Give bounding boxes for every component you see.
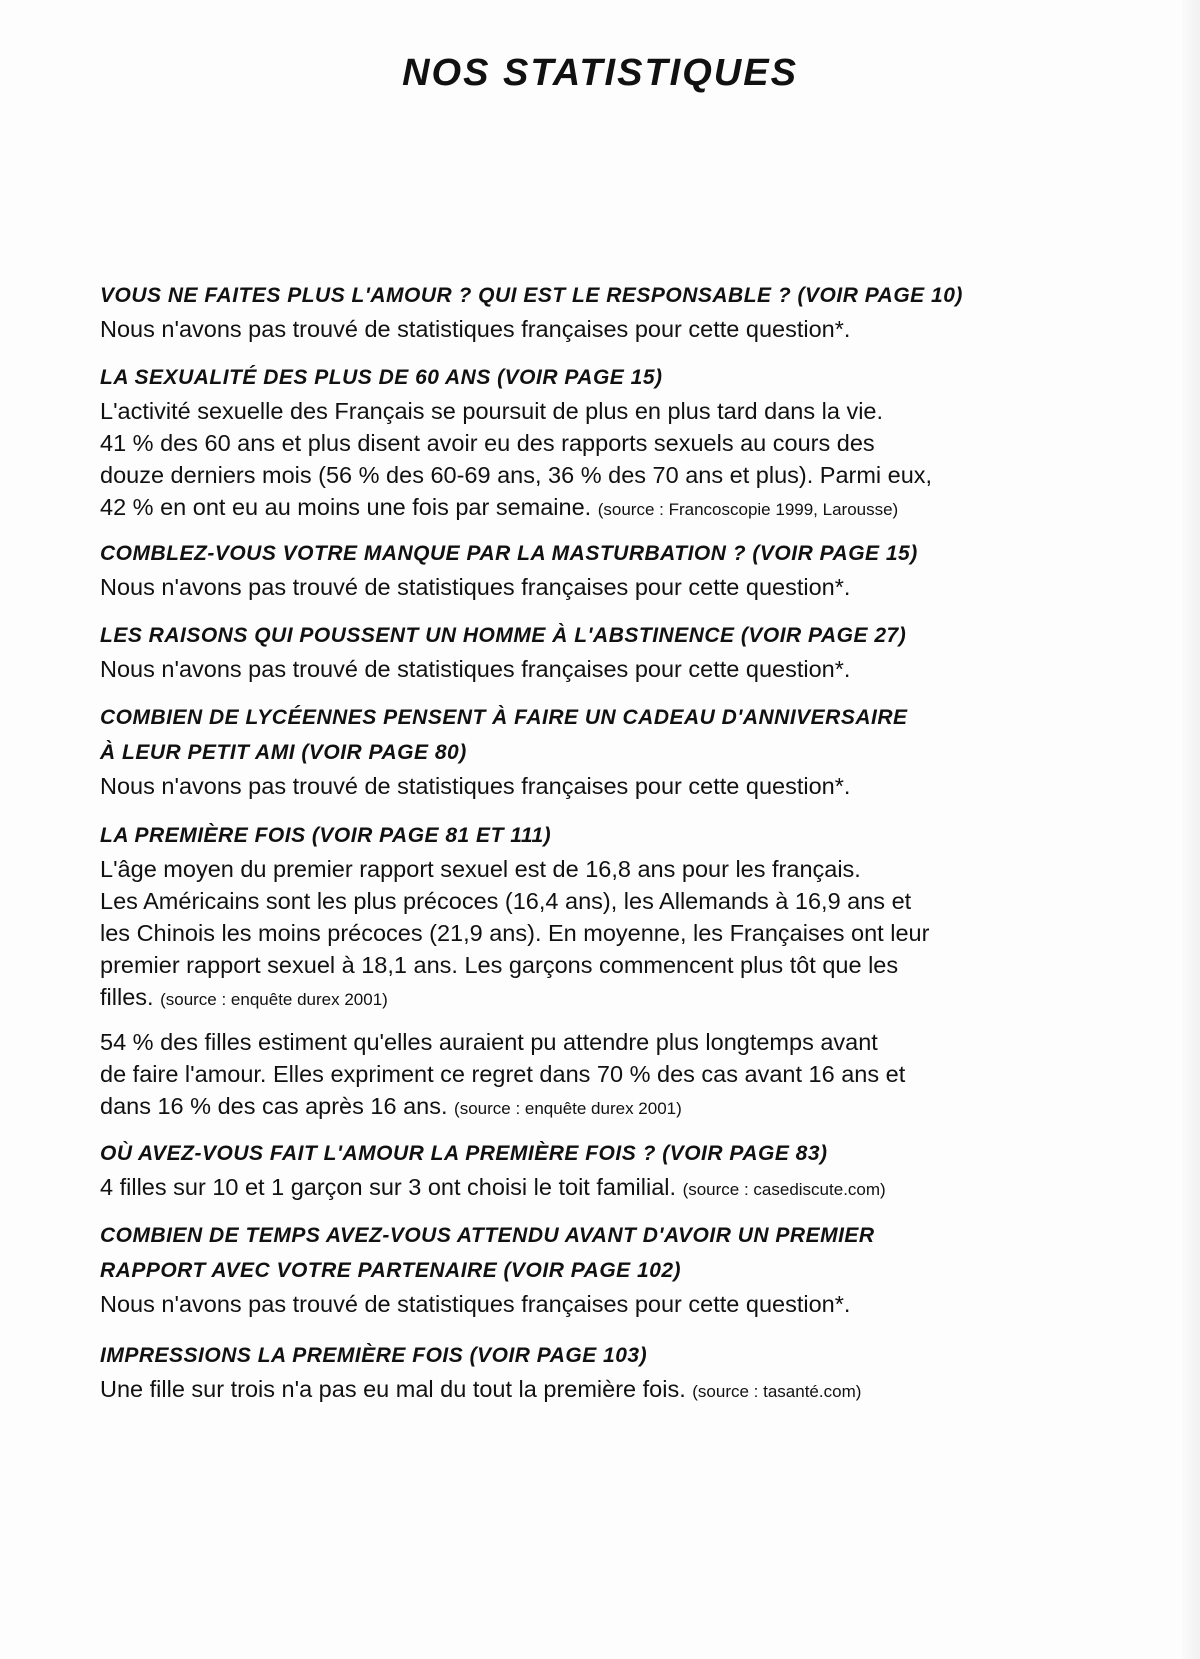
body-text: Nous n'avons pas trouvé de statistiques françaises pour cette question*.	[100, 316, 851, 342]
stat-section	[100, 278, 1120, 345]
stat-section	[100, 536, 1120, 603]
stat-section	[100, 1026, 1120, 1125]
section-heading: LA PREMIÈRE FOIS (VOIR PAGE 81 ET 111)	[100, 824, 552, 847]
body-text: les Chinois les moins précoces (21,9 ans). En moyenne, les Françaises ont leur	[100, 920, 930, 946]
body-line	[100, 1288, 1120, 1320]
body-line	[100, 459, 1120, 491]
body-text: Les Américains sont les plus précoces (16,4 ans), les Allemands à 16,9 ans et	[100, 888, 912, 914]
stat-section	[100, 1218, 1120, 1320]
body-line	[100, 1058, 1120, 1090]
page-edge	[1182, 0, 1200, 1659]
body-line	[100, 917, 1120, 949]
body-text: premier rapport sexuel à 18,1 ans. Les garçons commencent plus tôt que les	[100, 952, 899, 978]
body-text: 41 % des 60 ans et plus disent avoir eu des rapports sexuels au cours des	[100, 430, 875, 456]
section-heading: LES RAISONS QUI POUSSENT UN HOMME À L'ABSTINENCE (VOIR PAGE 27)	[100, 624, 907, 647]
source-citation: (source : Francoscopie 1999, Larousse)	[597, 500, 899, 519]
body-line	[100, 885, 1120, 917]
section-heading: COMBIEN DE TEMPS AVEZ-VOUS ATTENDU AVANT D'AVOIR UN PREMIER	[100, 1224, 875, 1247]
body-line	[100, 313, 1120, 345]
body-text: 42 % en ont eu au moins une fois par semaine.	[100, 494, 592, 520]
section-heading: COMBLEZ-VOUS VOTRE MANQUE PAR LA MASTURBATION ? (VOIR PAGE 15)	[100, 542, 918, 565]
source-citation: (source : enquête durex 2001)	[454, 1099, 682, 1118]
stat-section	[100, 1338, 1120, 1408]
body-line	[100, 853, 1120, 885]
body-line	[100, 949, 1120, 981]
body-line	[100, 395, 1120, 427]
body-text: filles.	[100, 984, 154, 1010]
section-heading: COMBIEN DE LYCÉENNES PENSENT À FAIRE UN CADEAU D'ANNIVERSAIRE	[100, 706, 908, 729]
section-heading: OÙ AVEZ-VOUS FAIT L'AMOUR LA PREMIÈRE FOIS ? (VOIR PAGE 83)	[100, 1142, 828, 1165]
body-line	[100, 1026, 1120, 1058]
stat-section	[100, 818, 1120, 1016]
body-text: Nous n'avons pas trouvé de statistiques françaises pour cette question*.	[100, 773, 851, 799]
body-text: L'activité sexuelle des Français se poursuit de plus en plus tard dans la vie.	[100, 398, 884, 424]
body-line	[100, 427, 1120, 459]
section-heading: IMPRESSIONS LA PREMIÈRE FOIS (VOIR PAGE 103)	[100, 1344, 648, 1367]
section-heading: LA SEXUALITÉ DES PLUS DE 60 ANS (VOIR PAGE 15)	[100, 366, 663, 389]
body-text: Nous n'avons pas trouvé de statistiques françaises pour cette question*.	[100, 574, 851, 600]
body-line	[100, 491, 1120, 526]
body-line	[100, 1171, 1120, 1206]
body-line	[100, 571, 1120, 603]
body-text: de faire l'amour. Elles expriment ce regret dans 70 % des cas avant 16 ans et	[100, 1061, 906, 1087]
stat-section	[100, 1136, 1120, 1206]
source-citation: (source : enquête durex 2001)	[160, 990, 388, 1009]
body-text: 54 % des filles estiment qu'elles auraient pu attendre plus longtemps avant	[100, 1029, 878, 1055]
body-line	[100, 770, 1120, 802]
source-citation: (source : tasanté.com)	[692, 1382, 862, 1401]
body-text: Nous n'avons pas trouvé de statistiques françaises pour cette question*.	[100, 1291, 851, 1317]
stat-section	[100, 700, 1120, 802]
body-line	[100, 653, 1120, 685]
page-title: NOS STATISTIQUES	[402, 52, 798, 94]
stat-section	[100, 360, 1120, 526]
body-text: douze derniers mois (56 % des 60-69 ans, 36 % des 70 ans et plus). Parmi eux,	[100, 462, 933, 488]
body-text: L'âge moyen du premier rapport sexuel est de 16,8 ans pour les français.	[100, 856, 861, 882]
body-text: 4 filles sur 10 et 1 garçon sur 3 ont choisi le toit familial.	[100, 1174, 677, 1200]
source-citation: (source : casediscute.com)	[682, 1180, 886, 1199]
body-text: dans 16 % des cas après 16 ans.	[100, 1093, 448, 1119]
body-text: Une fille sur trois n'a pas eu mal du tout la première fois.	[100, 1376, 686, 1402]
body-line	[100, 1373, 1120, 1408]
body-line	[100, 981, 1120, 1016]
section-heading: À LEUR PETIT AMI (VOIR PAGE 80)	[100, 741, 467, 764]
body-text: Nous n'avons pas trouvé de statistiques françaises pour cette question*.	[100, 656, 851, 682]
section-heading: RAPPORT AVEC VOTRE PARTENAIRE (VOIR PAGE 102)	[100, 1259, 682, 1282]
section-heading: VOUS NE FAITES PLUS L'AMOUR ? QUI EST LE RESPONSABLE ? (VOIR PAGE 10)	[100, 284, 963, 307]
body-line	[100, 1090, 1120, 1125]
stat-section	[100, 618, 1120, 685]
